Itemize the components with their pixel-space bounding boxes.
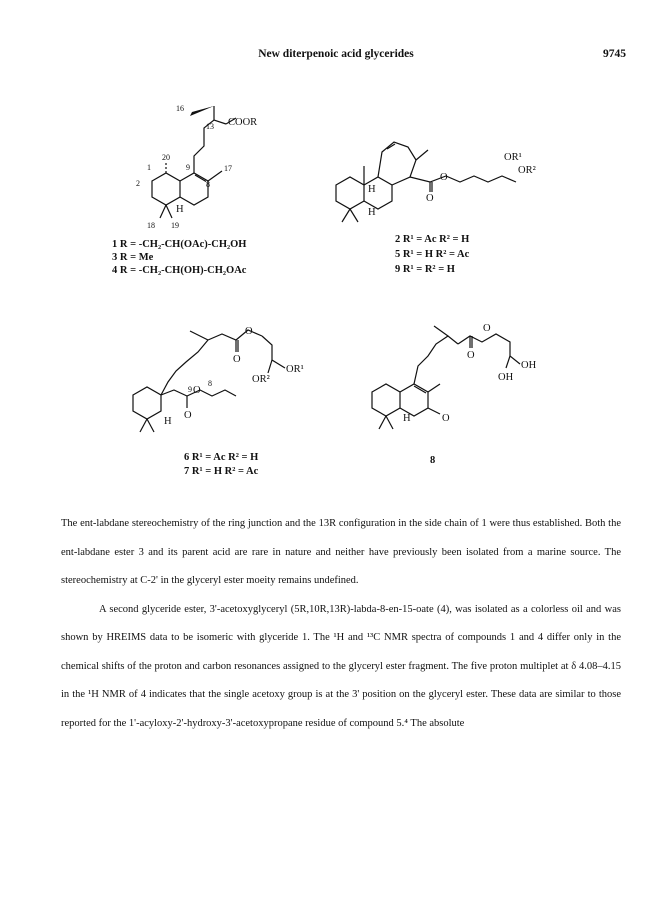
compound-label: 4 R = -CH₂-CH(OH)-CH₂OAc (112, 265, 247, 276)
or2-label: OR² (518, 165, 536, 176)
body-text (61, 510, 621, 738)
compound-label: 8 (430, 455, 436, 466)
hydrogen-label: H (403, 413, 411, 424)
ester-group-label: COOR (228, 117, 258, 128)
or2-label: OR² (252, 374, 270, 385)
compound-label: 6 R¹ = Ac R² = H (184, 452, 259, 463)
carbon-number: 9 (186, 163, 190, 172)
carbon-number: 19 (171, 221, 179, 230)
page-number: 9745 (603, 48, 626, 60)
structure-2-bonds (336, 142, 516, 222)
carbonyl-oxygen-label: O (467, 350, 475, 361)
hydrogen-label: H (368, 207, 376, 218)
carbon-number: 16 (176, 104, 184, 113)
paragraph: The ent-labdane stereochemistry of the ring junction and the 13R configuration in the side chain of 1 were thus established. Both the ent-labdane ester 3 and its parent acid are rare in nature and neither have previously been isolated from a marine source. The stereochemistry at C-2' in the glyceryl ester moeity remains undefined. (61, 518, 621, 586)
hydrogen-label: H (368, 184, 376, 195)
structure-1-bonds (152, 106, 236, 218)
or1-label: OR¹ (286, 364, 304, 375)
carbon-number: 8 (206, 180, 210, 189)
hydrogen-label: H (176, 204, 184, 215)
carbon-number: 8 (208, 379, 212, 388)
compound-label: 3 R = Me (112, 252, 154, 263)
carbon-number: 2 (136, 179, 140, 188)
ketone-oxygen-label: O (184, 410, 192, 421)
carbonyl-oxygen-label: O (233, 354, 241, 365)
carbon-number: 1 (147, 163, 151, 172)
running-header-title: New diterpenoic acid glycerides (258, 48, 414, 60)
ketone-oxygen-label: O (193, 385, 201, 396)
hydroxyl-label: OH (521, 360, 537, 371)
ketone-oxygen-label: O (442, 413, 450, 424)
or1-label: OR¹ (504, 152, 522, 163)
carbon-number: 17 (224, 164, 232, 173)
ester-oxygen-label: O (245, 326, 253, 337)
paragraph: A second glyceride ester, 3'-acetoxyglyceryl (5R,10R,13R)-labda-8-en-15-oate (4), was isolated as a colorless oil and was shown by HREIMS data to be isomeric with glyceride 1. The ¹H and ¹³C NMR spectra of compounds 1 and 4 differ only in the chemical shifts of the proton and carbon resonances assigned to the glyceryl ester fragment. The five proton multiplet at δ 4.08–4.15 in the ¹H NMR of 4 indicates that the single acetoxy group is at the 3' position on the glyceryl ester. These data are similar to those reported for the 1'-acyloxy-2'-hydroxy-3'-acetoxypropane residue of compound 5.⁴ The absolute (61, 603, 621, 729)
compound-label: 2 R¹ = Ac R² = H (395, 234, 470, 245)
compound-label: 7 R¹ = H R² = Ac (184, 466, 259, 477)
carbon-number: 9 (188, 385, 192, 394)
carbonyl-oxygen-label: O (426, 193, 434, 204)
compound-label: 9 R¹ = R² = H (395, 264, 455, 275)
carbon-number: 13 (206, 122, 214, 131)
ester-oxygen-label: O (483, 323, 491, 334)
hydrogen-label: H (164, 416, 172, 427)
compound-label: 5 R¹ = H R² = Ac (395, 249, 470, 260)
carbon-number: 20 (162, 153, 170, 162)
carbon-number: 18 (147, 221, 155, 230)
ester-oxygen-label: O (440, 172, 448, 183)
compound-label: 1 R = -CH₂-CH(OAc)-CH₂OH (112, 239, 247, 250)
hydroxyl-label: OH (498, 372, 514, 383)
